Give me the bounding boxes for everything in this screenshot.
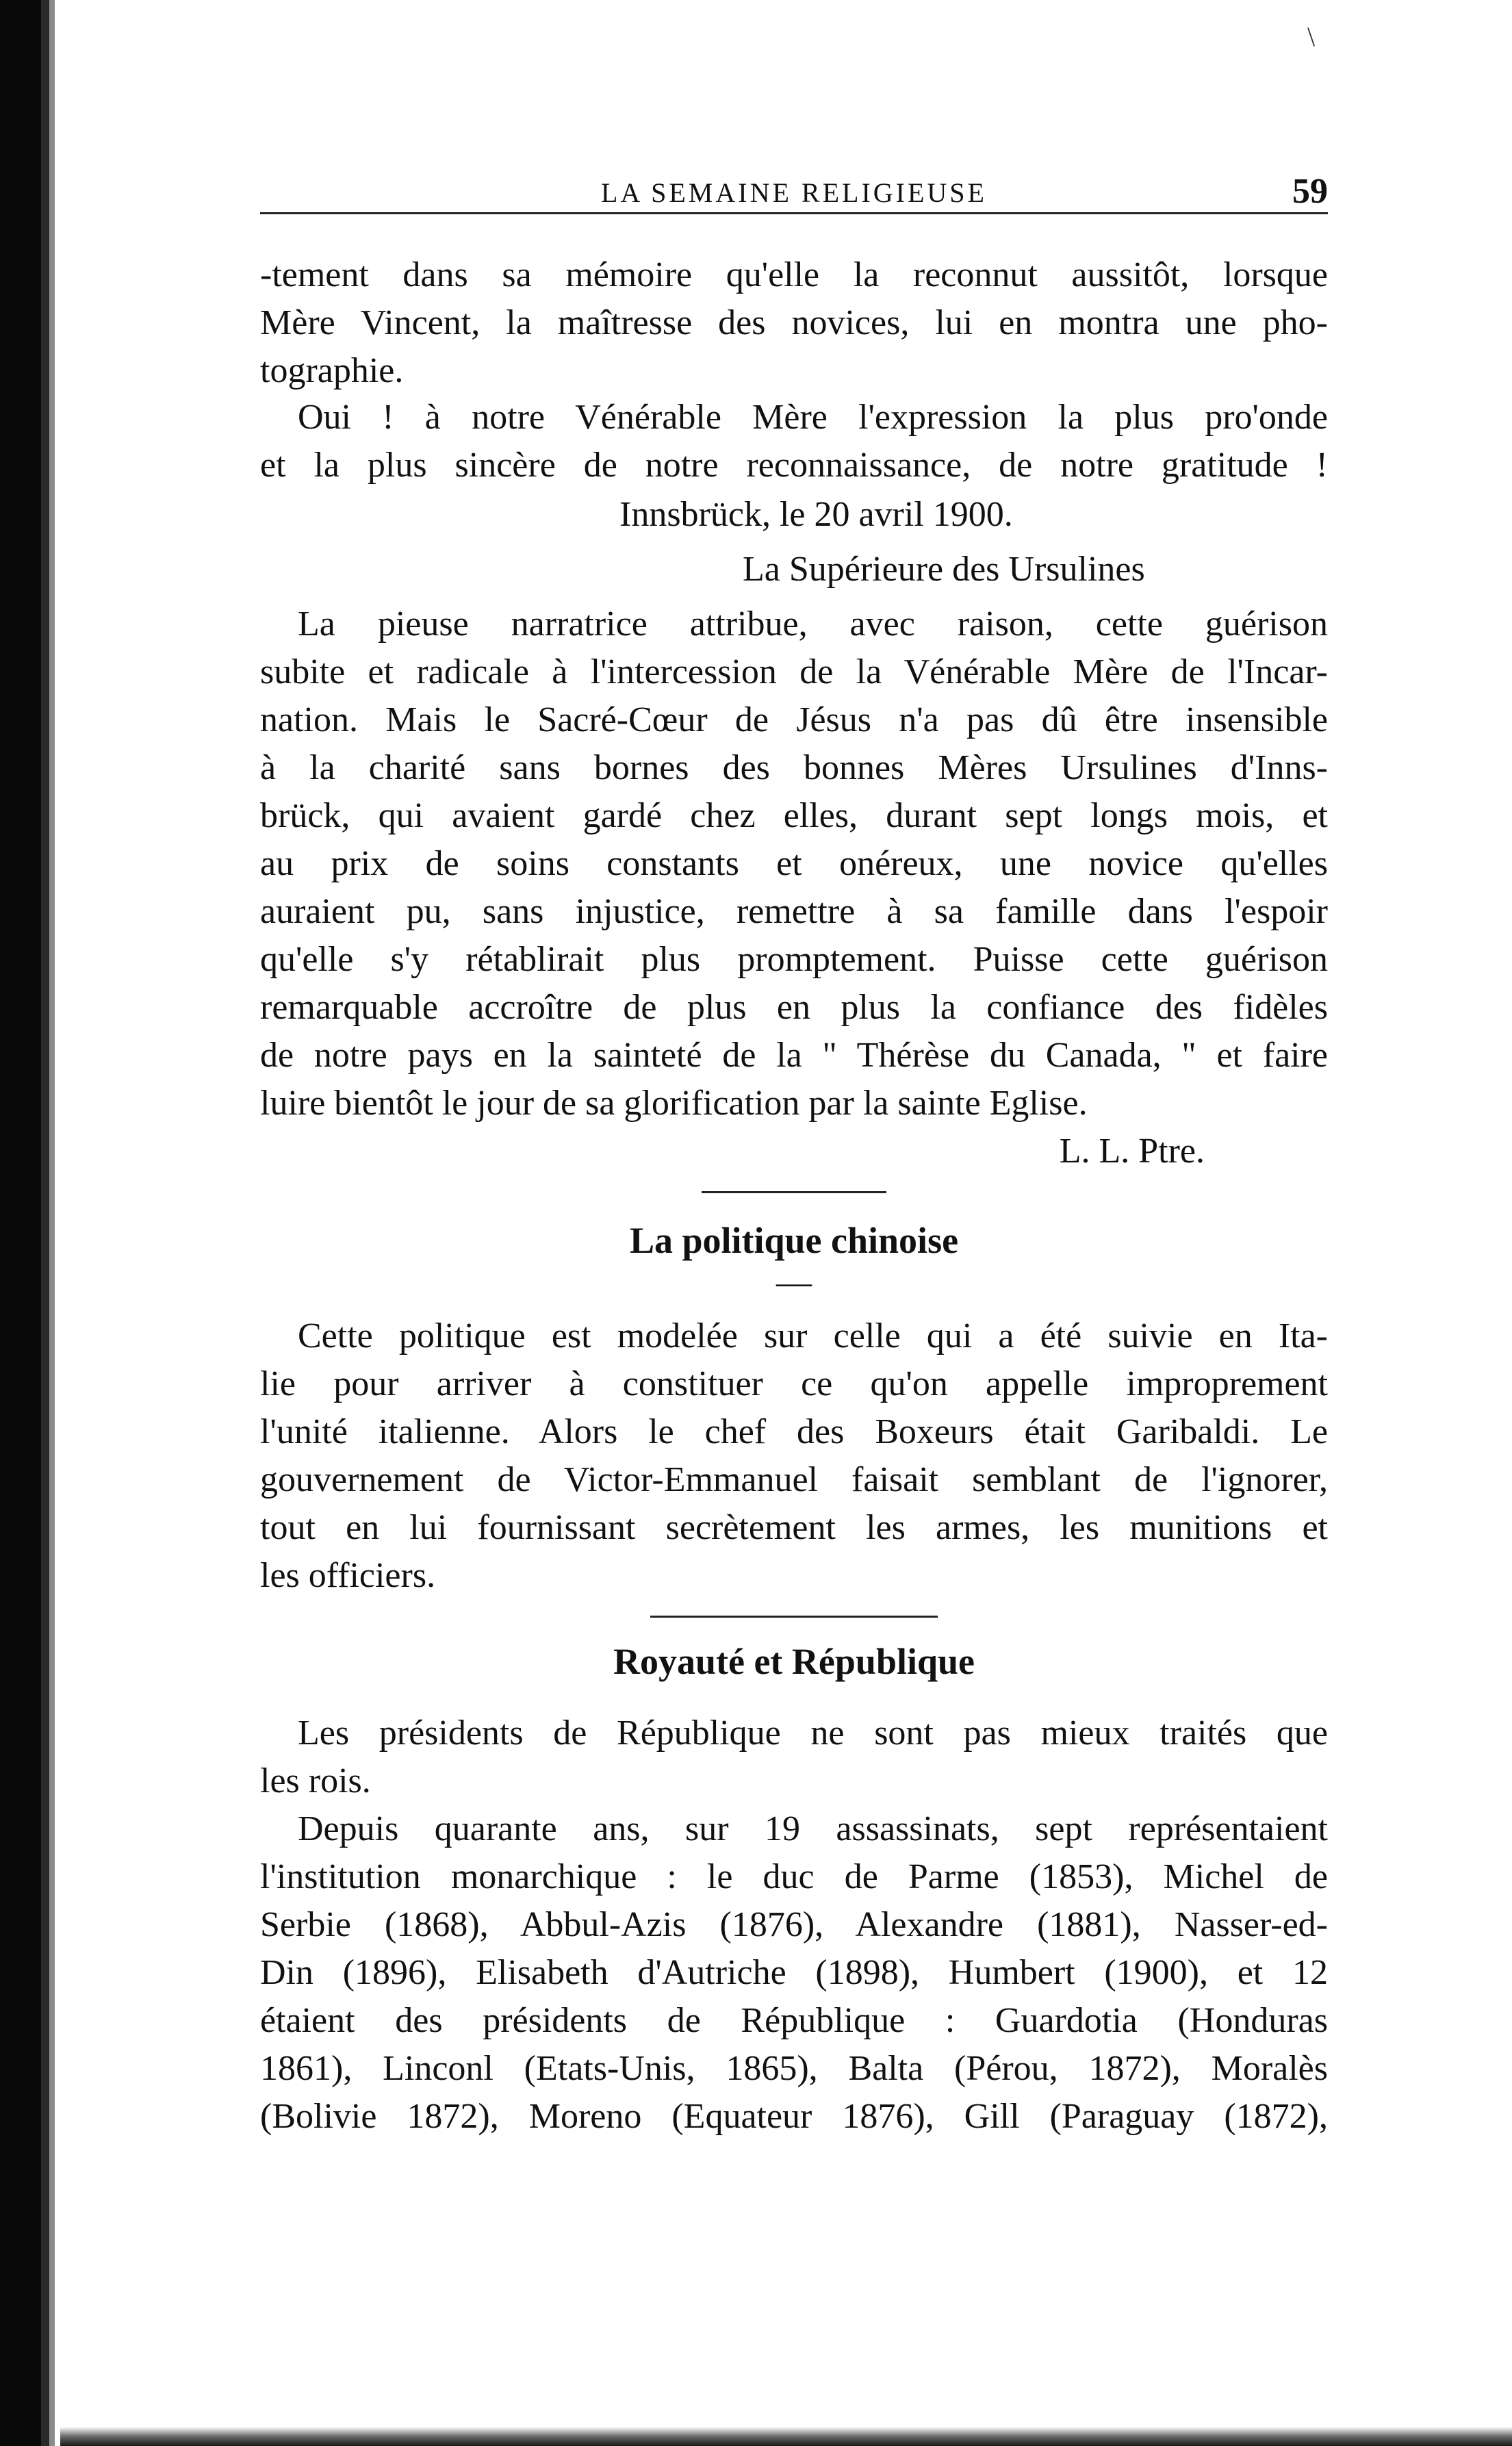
corner-mark: \ [1307, 21, 1316, 52]
text-line: de notre pays en la sainteté de la " Thérèse du Canada, " et faire [260, 1036, 1328, 1075]
section-divider [702, 1191, 886, 1193]
text-line: tout en lui fournissant secrètement les armes, les munitions et [260, 1508, 1328, 1547]
text-line: La pieuse narratrice attribue, avec raison, cette guérison [298, 604, 1328, 644]
section-title-politique-chinoise: La politique chinoise [629, 1220, 959, 1261]
text-line: Cette politique est modelée sur celle qui a été suivie en Ita- [298, 1316, 1328, 1355]
text-line: Din (1896), Elisabeth d'Autriche (1898), Humbert (1900), et 12 [260, 1953, 1328, 1992]
text-line: et la plus sincère de notre reconnaissance, de notre gratitude ! [260, 446, 1328, 485]
section-title-royaute-republique: Royauté et République [613, 1641, 975, 1682]
text-line: auraient pu, sans injustice, remettre à sa famille dans l'espoir [260, 892, 1328, 931]
text-line: subite et radicale à l'intercession de la Vénérable Mère de l'Incar- [260, 652, 1328, 691]
text-line: gouvernement de Victor-Emmanuel faisait semblant de l'ignorer, [260, 1460, 1328, 1499]
text-line: remarquable accroître de plus en plus la confiance des fidèles [260, 988, 1328, 1027]
title-dash: — [776, 1263, 812, 1302]
binding-shadow [0, 0, 60, 2446]
text-line: (Bolivie 1872), Moreno (Equateur 1876), Gill (Paraguay (1872), [260, 2097, 1328, 2136]
text-line: les officiers. [260, 1556, 436, 1595]
text-line: -tement dans sa mémoire qu'elle la reconnut aussitôt, lorsque [260, 255, 1328, 294]
text-line: tographie. [260, 351, 404, 390]
scan-bottom-edge [60, 2427, 1512, 2446]
text-line: Serbie (1868), Abbul-Azis (1876), Alexandre (1881), Nasser-ed- [260, 1905, 1328, 1944]
text-line: lie pour arriver à constituer ce qu'on appelle improprement [260, 1364, 1328, 1403]
text-line: nation. Mais le Sacré-Cœur de Jésus n'a pas dû être insensible [260, 700, 1328, 739]
text-line: Oui ! à notre Vénérable Mère l'expression la plus pro'onde [298, 398, 1328, 437]
author-signature: L. L. Ptre. [1059, 1132, 1205, 1171]
text-line: 1861), Linconl (Etats-Unis, 1865), Balta (Pérou, 1872), Moralès [260, 2049, 1328, 2088]
page-number: 59 [1292, 172, 1328, 211]
text-line: l'unité italienne. Alors le chef des Boxeurs était Garibaldi. Le [260, 1412, 1328, 1451]
text-line: au prix de soins constants et onéreux, une novice qu'elles [260, 844, 1328, 883]
text-line: qu'elle s'y rétablirait plus promptement. Puisse cette guérison [260, 940, 1328, 979]
text-line: à la charité sans bornes des bonnes Mères Ursulines d'Inns- [260, 748, 1328, 787]
section-divider [650, 1616, 938, 1618]
text-line: les rois. [260, 1761, 371, 1800]
running-head: LA SEMAINE RELIGIEUSE [601, 177, 987, 208]
text-line: l'institution monarchique : le duc de Parme (1853), Michel de [260, 1857, 1328, 1896]
letter-signature: La Supérieure des Ursulines [743, 550, 1145, 589]
text-line: étaient des présidents de République : Guardotia (Honduras [260, 2001, 1328, 2040]
text-line: Les présidents de République ne sont pas mieux traités que [298, 1714, 1328, 1753]
page-header [260, 171, 1328, 214]
text-line: luire bientôt le jour de sa glorification par la sainte Eglise. [260, 1084, 1088, 1123]
place-date: Innsbrück, le 20 avril 1900. [619, 495, 1013, 534]
text-line: Mère Vincent, la maîtresse des novices, lui en montra une pho- [260, 303, 1328, 342]
text-line: brück, qui avaient gardé chez elles, durant sept longs mois, et [260, 796, 1328, 835]
text-line: Depuis quarante ans, sur 19 assassinats, sept représentaient [298, 1809, 1328, 1848]
